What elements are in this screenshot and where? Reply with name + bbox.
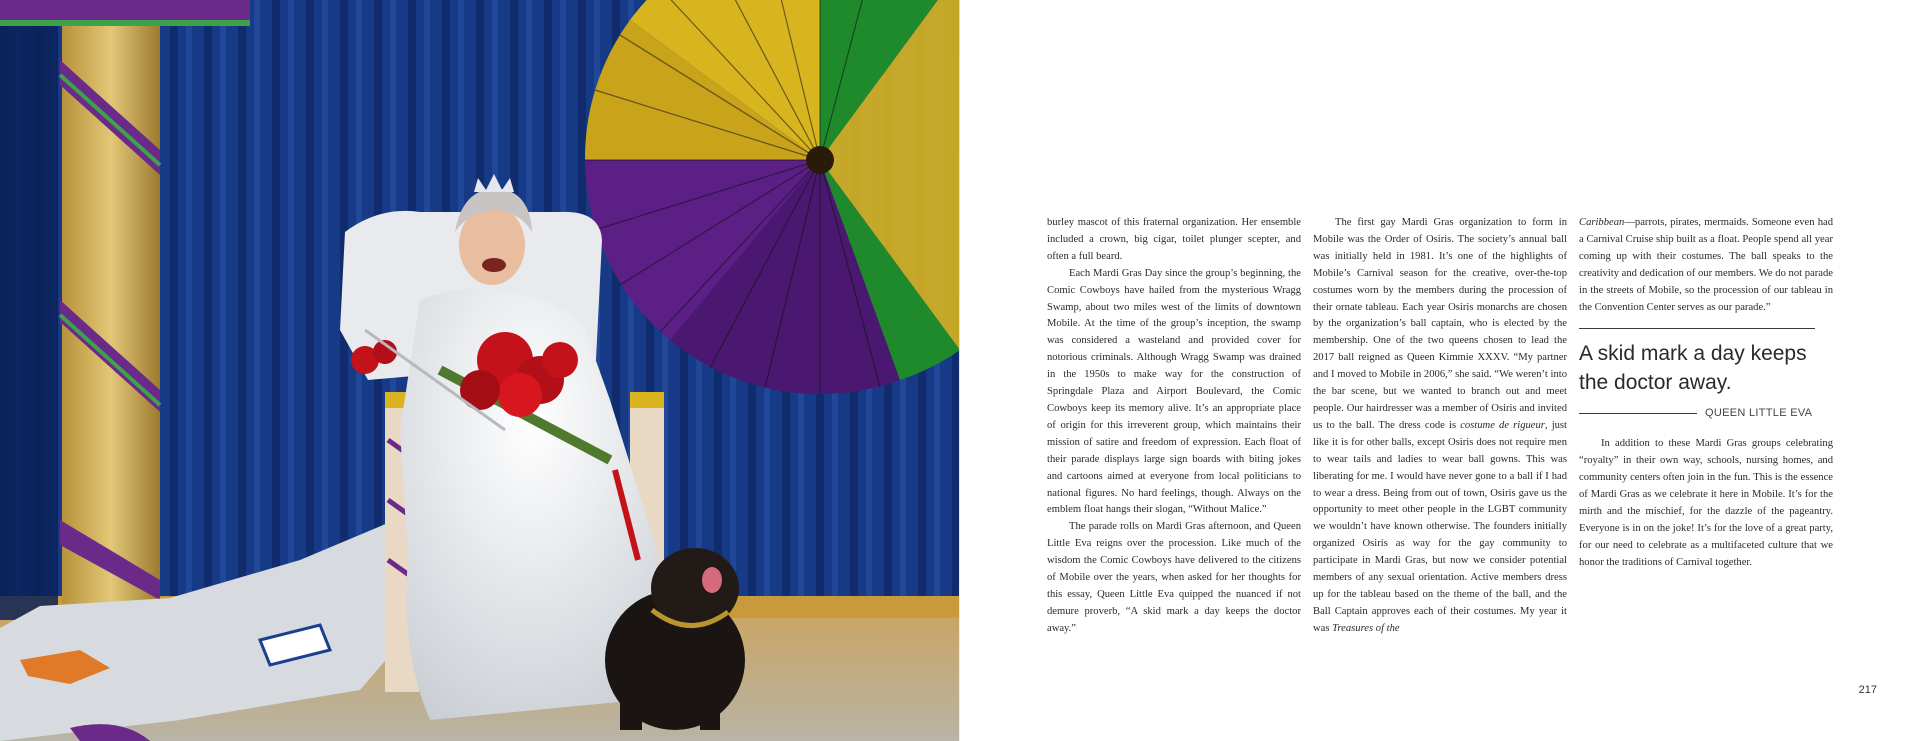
pull-quote-rule [1579,328,1815,329]
attribution-name: QUEEN LITTLE EVA [1705,407,1813,420]
paragraph: The parade rolls on Mardi Gras afternoon, and Queen Little Eva reigns over the procession. Like much of the wisdom the Comic Cowboys have delivered to the citizens of Mobile over the years, when asked for her thoughts for this essay, Queen Little Eva quipped the nuanced if not demure proverb, “A skid mark a day keeps the doctor away.” [1047,521,1301,634]
pull-quote-block [1579,328,1833,422]
paragraph: Each Mardi Gras Day since the group’s beginning, the Comic Cowboys have hailed from the mysterious Wragg Swamp, about two miles west of the limits of downtown Mobile. At the time of the group’s inception, the swamp was considered a wasteland and provided cover for notorious criminals. Although Wragg Swamp was drained in the 1950s to make way for the construction of Springdale Plaza and Airport Boulevard, the Comic Cowboys keep its memory alive. It’s an appropriate place of origin for this irreverent group, which maintains their mission of satire and freedom of expression. Each float of their parade displays large sign boards with biting jokes and cartoons aimed at everyone from local politicians to national figures. No hard feelings, though. Always on the emblem float hangs their slogan, “Without Malice.” [1047,267,1301,516]
page-number: 217 [1858,684,1877,696]
paragraph: Caribbean—parrots, pirates, mermaids. Someone even had a Carnival Cruise ship built as a float. People spend all year coming up with their costumes. The ball speaks to the creativity and dedication of our members. We do not parade in the streets of Mobile, so the procession of our tableau in the Convention Center serves as our parade.” [1579,217,1833,313]
attribution-rule [1579,413,1697,414]
text-column-2 [1313,215,1567,638]
paragraph: burley mascot of this fraternal organization. Her ensemble included a crown, big cigar, toilet plunger scepter, and often a full beard. [1047,217,1301,262]
paragraph: The first gay Mardi Gras organization to form in Mobile was the Order of Osiris. The society’s annual ball was initially held in 1981. It’s one of the highlights of Mobile’s Carnival season for the creative, over-the-top costumes worn by the members during the procession of their ornate tableau. Each year Osiris monarchs are chosen by the organization’s ball captain, who is elected by the membership. One of the two queens chosen to lead the 2017 ball reigned as Queen Kimmie XXXV. “My partner and I moved to Mobile in 2006,” she said. “We weren’t into the bar scene, but we wanted to branch out and meet people. Our hairdresser was a member of Osiris and invited us to the ball. The dress code is costume de rigueur, just like it is for other balls, except Osiris does not require men to wear tails and ladies to wear ball gowns. This was liberating for me. I would have never gone to a ball if I had to wear a dress. Being from out of town, Osiris gave us the opportunity to meet other people in the LGBT community we wouldn’t have known otherwise. The founders initially organized Osiris as way for the gay community to participate in Mardi Gras, but now we consider potential members of any sexual orientation. Active members dress up for the tableau based on the theme of the ball, and the Ball Captain approves each of their costumes. My year it was Treasures of the [1313,217,1567,634]
pull-quote-attribution [1579,405,1833,422]
text-column-3 [1579,215,1833,572]
right-page [960,0,1920,741]
paragraph: In addition to these Mardi Gras groups celebrating “royalty” in their own way, schools, nursing homes, and community centers often join in the fun. This is the essence of Mardi Gras as we celebrate it here in Mobile. It’s for the mirth and the mischief, for the dazzle of the pageantry. Everyone is in on the joke! It’s for the love of a great party, for our need to celebrate as a multifaceted culture that we honor the traditions of Carnival together. [1579,438,1833,568]
pull-quote: A skid mark a day keeps the doctor away. [1579,342,1807,395]
text-column-1 [1047,215,1301,638]
